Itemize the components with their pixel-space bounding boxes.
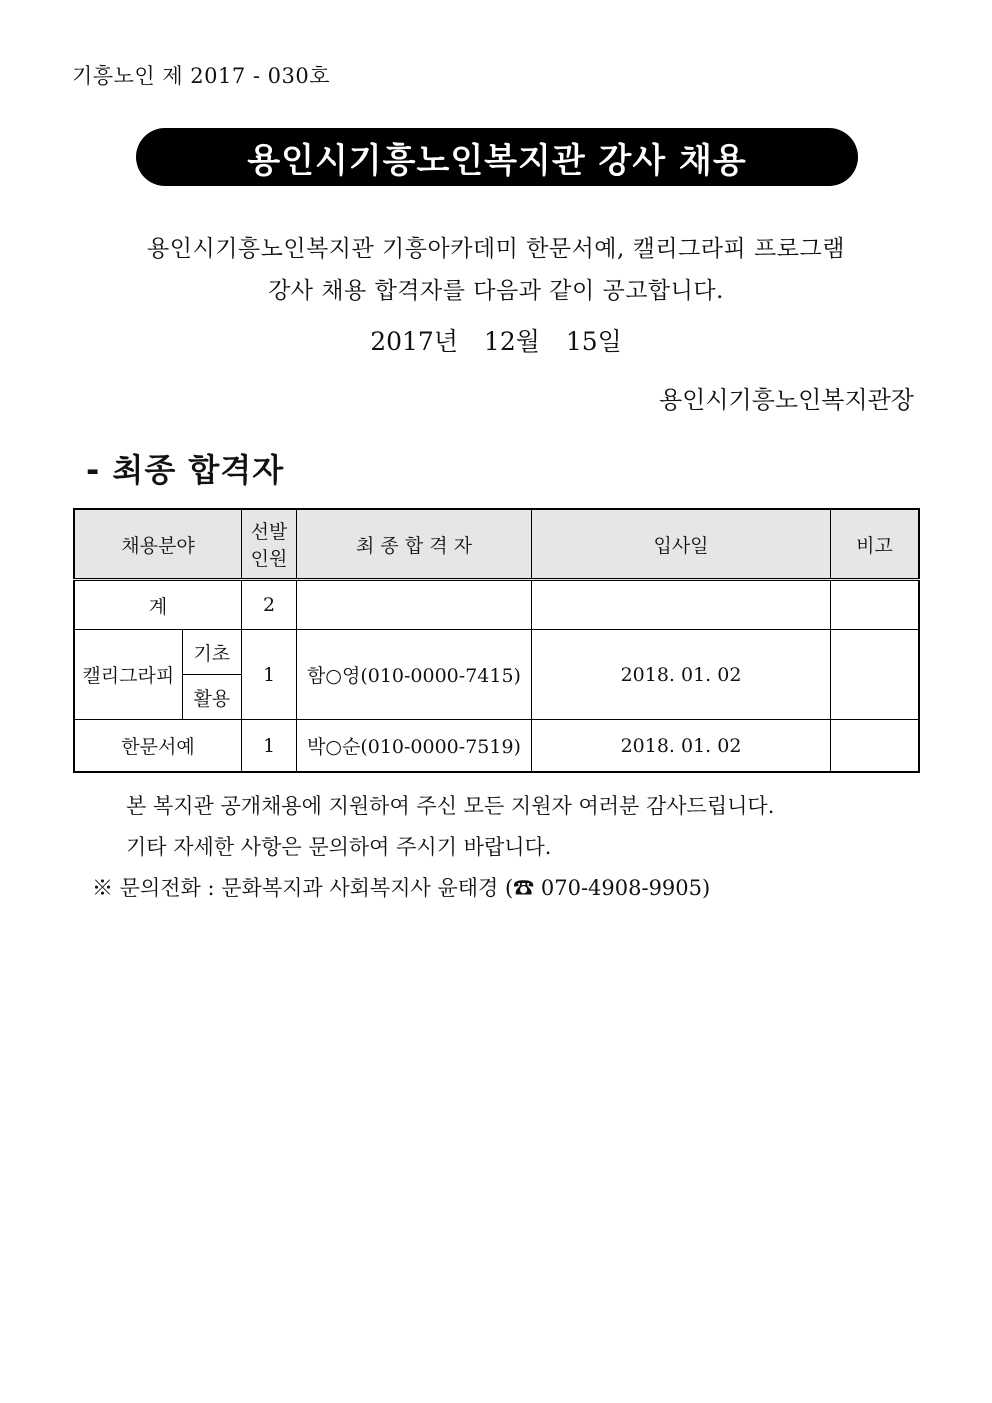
hanmun-finalist: 박○순(010-0000-7519) xyxy=(297,720,532,773)
total-remarks xyxy=(831,580,920,630)
table-row xyxy=(74,580,919,630)
hanmun-count: 1 xyxy=(242,720,297,773)
banner-title: 용인시기흥노인복지관 강사 채용 xyxy=(247,140,747,181)
table-row xyxy=(74,630,919,675)
calligraphy-sub-basic: 기초 xyxy=(182,630,241,675)
note-thanks: 본 복지관 공개채용에 지원하여 주신 모든 지원자 여러분 감사드립니다. xyxy=(126,794,775,818)
header-remarks: 비고 xyxy=(831,509,920,580)
director-signature: 용인시기흥노인복지관장 xyxy=(658,386,914,414)
intro-line-1: 용인시기흥노인복지관 기흥아카데미 한문서예, 캘리그라피 프로그램 xyxy=(147,236,845,262)
header-start-date: 입사일 xyxy=(532,509,831,580)
total-count: 2 xyxy=(242,580,297,630)
announcement-date: 2017년 12월 15일 xyxy=(370,327,622,356)
calligraphy-label: 캘리그라피 xyxy=(74,630,182,720)
table-row xyxy=(74,720,919,773)
note-inquiry: 기타 자세한 사항은 문의하여 주시기 바랍니다. xyxy=(126,835,552,859)
calligraphy-finalist: 함○영(010-0000-7415) xyxy=(297,630,532,720)
hanmun-remarks xyxy=(831,720,920,773)
calligraphy-sub-applied: 활용 xyxy=(182,675,241,720)
header-count-line1: 선발 xyxy=(250,521,288,543)
calligraphy-count: 1 xyxy=(242,630,297,720)
calligraphy-start-date: 2018. 01. 02 xyxy=(532,630,831,720)
total-start-date xyxy=(532,580,831,630)
section-title: - 최종 합격자 xyxy=(86,451,285,489)
table-header-row xyxy=(74,509,919,580)
calligraphy-remarks xyxy=(831,630,920,720)
header-category: 채용분야 xyxy=(74,509,242,580)
announcement-banner xyxy=(136,128,858,186)
hanmun-label: 한문서예 xyxy=(74,720,242,773)
total-finalist xyxy=(297,580,532,630)
document-number: 기흥노인 제 2017 - 030호 xyxy=(72,64,331,88)
total-label: 계 xyxy=(74,580,242,630)
header-finalist: 최 종 합 격 자 xyxy=(297,509,532,580)
note-contact: ※ 문의전화 : 문화복지과 사회복지사 윤태경 (☎ 070-4908-9905) xyxy=(92,876,711,900)
hanmun-start-date: 2018. 01. 02 xyxy=(532,720,831,773)
intro-line-2: 강사 채용 합격자를 다음과 같이 공고합니다. xyxy=(268,278,724,304)
header-count xyxy=(242,509,297,580)
finalists-table xyxy=(73,508,920,773)
header-count-line2: 인원 xyxy=(250,548,288,570)
